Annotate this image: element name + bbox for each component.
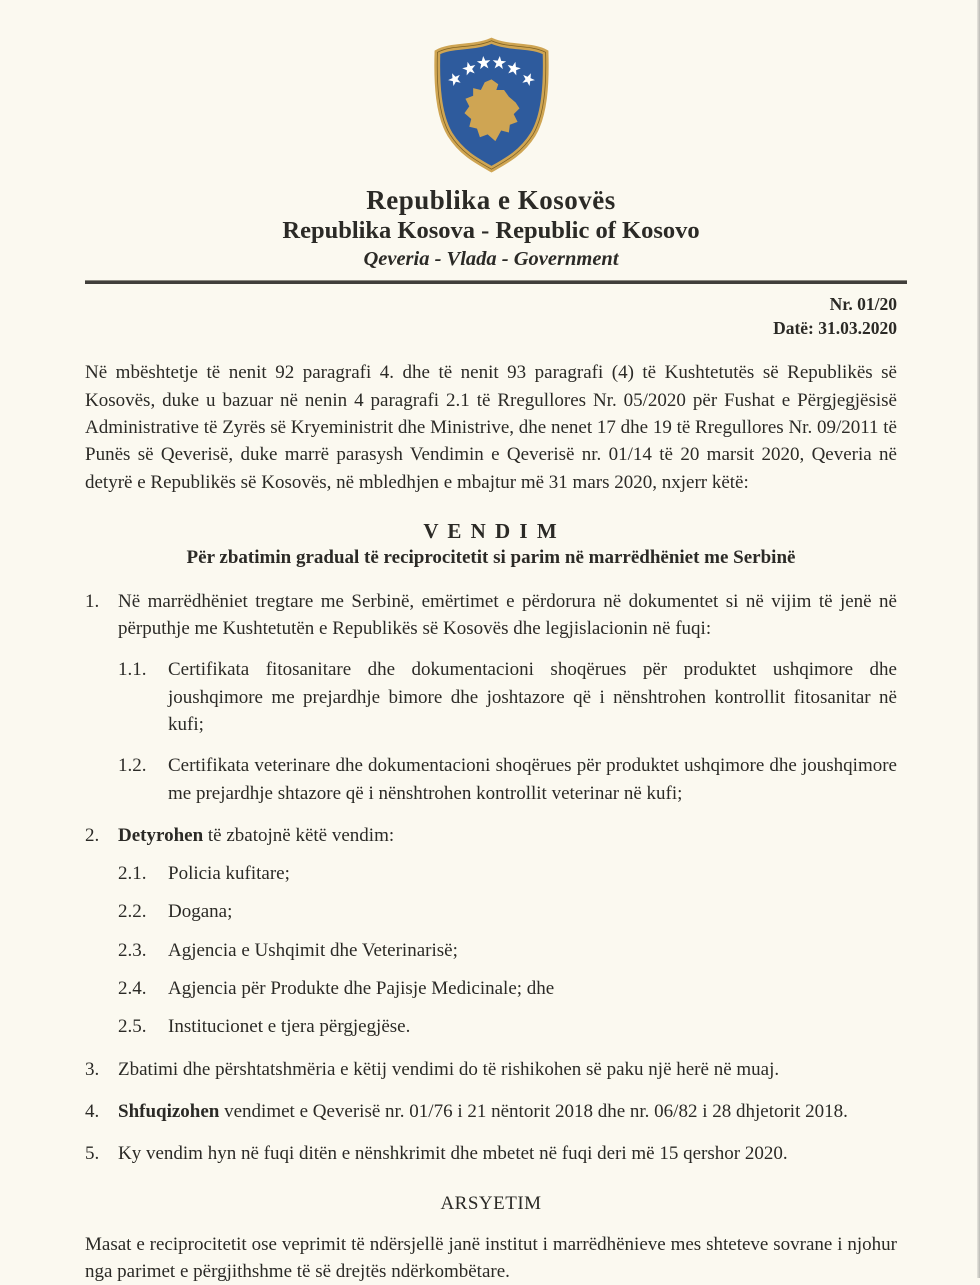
- header-divider: [85, 281, 907, 284]
- decision-subitem-2-4: [118, 975, 897, 1002]
- subitem-number: 2.5.: [118, 1016, 147, 1038]
- item-bold-lead: Shfuqizohen: [118, 1100, 220, 1122]
- item-bold-lead: Detyrohen: [118, 824, 204, 846]
- decision-item-5: [85, 1140, 897, 1167]
- justification-title: ARSYETIM: [440, 1192, 542, 1214]
- republic-title-albanian: Republika e Kosovës: [366, 185, 616, 215]
- item-number: 5.: [85, 1143, 100, 1165]
- decision-subitem-2-3: [118, 937, 897, 964]
- subitem-text: Certifikata fitosanitare dhe dokumentacioni shoqërues për produktet ushqimore dhe joushqimore me prejardhje bimore dhe joshtazore që i nënshtrohen kontrollit fitosanitar në kufi;: [168, 659, 897, 735]
- subitem-number: 2.1.: [118, 863, 147, 885]
- item-text-rest: Në marrëdhëniet tregtare me Serbinë, emërtimet e përdorura në dokumentet si në vijim të jenë në përputhje me Kushtetutën e Republikës së Kosovës dhe legjislacionin në fuqi:: [118, 590, 897, 640]
- subitem-number: 2.3.: [118, 939, 147, 961]
- item-text: [118, 1098, 897, 1125]
- item-text: [118, 1056, 897, 1083]
- decision-subitems-2: [118, 860, 897, 1040]
- decision-subitem-2-2: [118, 898, 897, 925]
- item-text-rest: Zbatimi dhe përshtatshmëria e këtij vendimi do të rishikohen së paku një herë në muaj.: [118, 1058, 780, 1080]
- item-text-rest: të zbatojnë këtë vendim:: [203, 824, 395, 846]
- subitem-number: 1.1.: [118, 659, 147, 681]
- decision-item-1: [85, 588, 897, 643]
- item-text-rest: Ky vendim hyn në fuqi ditën e nënshkrimit dhe mbetet në fuqi deri më 15 qershor 2020.: [118, 1143, 788, 1165]
- item-text-rest: vendimet e Qeverisë nr. 01/76 i 21 nëntorit 2018 dhe nr. 06/82 i 28 dhjetorit 2018.: [219, 1100, 848, 1122]
- subitem-number: 2.4.: [118, 978, 147, 1000]
- subitem-text: Dogana;: [168, 901, 233, 923]
- subitem-text: Institucionet e tjera përgjegjëse.: [168, 1016, 411, 1038]
- subitem-number: 1.2.: [118, 755, 147, 777]
- document-number: Nr. 01/20: [829, 294, 897, 315]
- subitem-text: Policia kufitare;: [168, 863, 290, 885]
- decision-subitem-1-1: [118, 656, 897, 738]
- document-meta: [85, 292, 897, 340]
- decision-subtitle: Për zbatimin gradual të reciprocitetit si parim në marrëdhëniet me Serbinë: [186, 546, 796, 568]
- decision-subitem-2-5: [118, 1013, 897, 1040]
- item-text: [118, 1140, 897, 1167]
- preamble-paragraph: Në mbështetje të nenit 92 paragrafi 4. dhe të nenit 93 paragrafi (4) të Kushtetutës së Republikës së Kosovës, duke u bazuar në nenin 4 paragrafi 2.1 të Rregullores Nr. 05/2020 për Fushat e Përgjegjësisë Administrative të Zyrës së Kryeministrit dhe Ministrive, dhe nenet 17 dhe 19 të Rregullores Nr. 09/2011 të Punës së Qeverisë, duke marrë parasysh Vendimin e Qeverisë nr. 01/14 të 20 marsit 2020, Qeveria në detyrë e Republikës së Kosovës, në mbledhjen e mbajtur më 31 mars 2020, nxjerr këtë:: [85, 362, 897, 493]
- subitem-text: Agjencia për Produkte dhe Pajisje Medicinale; dhe: [168, 978, 555, 1000]
- decision-subitems-1: [118, 656, 897, 806]
- document-date: Datë: 31.03.2020: [773, 318, 897, 339]
- decision-items: [85, 588, 897, 1168]
- item-text: [118, 822, 897, 849]
- subitem-text: Agjencia e Ushqimit dhe Veterinarisë;: [168, 939, 458, 961]
- document-header: [85, 34, 897, 272]
- decision-subitem-2-1: [118, 860, 897, 887]
- subitem-number: 2.2.: [118, 901, 147, 923]
- item-number: 1.: [85, 590, 100, 612]
- justification-paragraph: Masat e reciprocitetit ose veprimit të ndërsjellë janë institut i marrëdhënieve mes shteteve sovrane i njohur nga parimet e përgjithshme të së drejtës ndërkombëtare.: [85, 1233, 897, 1282]
- item-text: [118, 588, 897, 643]
- decision-item-4: [85, 1098, 897, 1125]
- decision-item-3: [85, 1056, 897, 1083]
- item-number: 4.: [85, 1100, 100, 1122]
- item-number: 3.: [85, 1058, 100, 1080]
- subitem-text: Certifikata veterinare dhe dokumentacioni shoqërues për produktet ushqimore dhe joushqimore me prejardhje shtazore që i nënshtrohen kontrollit veterinar në kufi;: [168, 755, 897, 804]
- kosovo-coat-of-arms-icon: [423, 34, 560, 174]
- government-subtitle: Qeveria - Vlada - Government: [363, 248, 619, 271]
- item-number: 2.: [85, 824, 100, 846]
- decision-title: V E N D I M: [423, 518, 559, 543]
- decision-subitem-1-2: [118, 752, 897, 807]
- decision-item-2: [85, 822, 897, 849]
- republic-title-trilingual: Republika Kosova - Republic of Kosovo: [282, 217, 700, 245]
